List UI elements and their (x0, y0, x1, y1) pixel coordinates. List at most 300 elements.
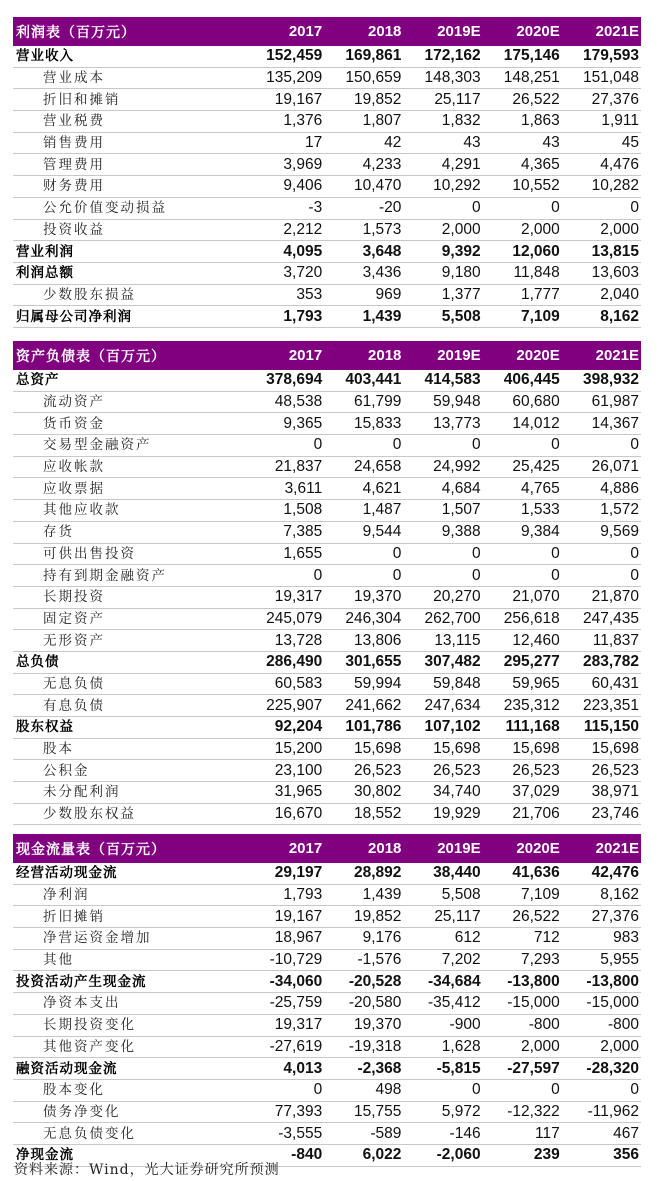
cell-value: 19,370 (324, 1014, 403, 1036)
cell-value: 1,911 (562, 111, 641, 133)
cell-value: 1,487 (324, 500, 403, 522)
cell-value: 301,655 (324, 651, 403, 673)
cell-value: 0 (483, 197, 562, 219)
cell-value: 7,109 (483, 306, 562, 328)
table-row (13, 132, 641, 154)
column-header-2021e: 2021E (562, 341, 641, 370)
cell-value: 19,317 (245, 1014, 324, 1036)
cell-value: 256,618 (483, 608, 562, 630)
cell-value: 16,670 (245, 803, 324, 825)
column-header-2019e: 2019E (403, 834, 482, 863)
cell-value: 2,000 (483, 1036, 562, 1058)
cell-value: 0 (562, 197, 641, 219)
cell-value: 111,168 (483, 717, 562, 739)
table-row (13, 928, 641, 950)
table-row (13, 500, 641, 522)
cell-value: 10,470 (324, 176, 403, 198)
cell-value: 26,523 (483, 760, 562, 782)
table-row (13, 370, 641, 391)
cell-value: 406,445 (483, 370, 562, 391)
table-row (13, 543, 641, 565)
cell-value: 42,476 (562, 863, 641, 884)
cell-value: -800 (562, 1014, 641, 1036)
cell-value: 25,425 (483, 456, 562, 478)
cell-value: 13,773 (403, 413, 482, 435)
table-header-row (13, 834, 641, 863)
cell-value: -1,576 (324, 949, 403, 971)
cell-value: 13,815 (562, 241, 641, 263)
table-row (13, 521, 641, 543)
cell-value: 9,392 (403, 241, 482, 263)
cell-value: 712 (483, 928, 562, 950)
cell-value: 241,662 (324, 695, 403, 717)
table-row (13, 738, 641, 760)
cell-value: -11,962 (562, 1101, 641, 1123)
cell-value: 19,167 (245, 906, 324, 928)
column-header-2020e: 2020E (483, 341, 562, 370)
cell-value: 353 (245, 284, 324, 306)
cell-value: 0 (483, 543, 562, 565)
cell-value: 60,583 (245, 673, 324, 695)
cell-value: 1,655 (245, 543, 324, 565)
cell-value: -146 (403, 1123, 482, 1145)
cell-value: 26,071 (562, 456, 641, 478)
table-row (13, 111, 641, 133)
cell-value: 0 (403, 197, 482, 219)
cell-value: 41,636 (483, 863, 562, 884)
cell-value: 42 (324, 132, 403, 154)
cell-value: 19,370 (324, 586, 403, 608)
cell-value: 8,162 (562, 884, 641, 906)
cell-value: 60,431 (562, 673, 641, 695)
cell-value: 1,863 (483, 111, 562, 133)
cell-value: 48,538 (245, 391, 324, 413)
cell-value: 26,523 (562, 760, 641, 782)
cell-value: 19,929 (403, 803, 482, 825)
cell-value: 9,180 (403, 262, 482, 284)
table-title: 现金流量表（百万元） (13, 834, 245, 863)
cell-value: 283,782 (562, 651, 641, 673)
table-row (13, 993, 641, 1015)
cell-value: -900 (403, 1014, 482, 1036)
cell-value: 14,367 (562, 413, 641, 435)
cell-value: 1,439 (324, 884, 403, 906)
row-label: 其他 (13, 949, 245, 971)
cell-value: 43 (483, 132, 562, 154)
cell-value: 6,022 (324, 1144, 403, 1166)
cell-value: 286,490 (245, 651, 324, 673)
cell-value: 37,029 (483, 782, 562, 804)
row-label: 利润总额 (13, 262, 245, 284)
cell-value: 0 (483, 565, 562, 587)
cell-value: 2,000 (562, 219, 641, 241)
cell-value: 26,522 (483, 89, 562, 111)
cell-value: 21,870 (562, 586, 641, 608)
row-label: 营业成本 (13, 67, 245, 89)
cell-value: 295,277 (483, 651, 562, 673)
cell-value: 24,992 (403, 456, 482, 478)
cell-value: 15,200 (245, 738, 324, 760)
column-header-2017: 2017 (245, 341, 324, 370)
row-label: 销售费用 (13, 132, 245, 154)
row-label: 营业税费 (13, 111, 245, 133)
cell-value: 2,040 (562, 284, 641, 306)
row-label: 债务净变化 (13, 1101, 245, 1123)
cell-value: 1,573 (324, 219, 403, 241)
column-header-2019e: 2019E (403, 341, 482, 370)
cell-value: -13,800 (562, 971, 641, 993)
cell-value: 1,793 (245, 884, 324, 906)
table-row (13, 695, 641, 717)
table-row (13, 46, 641, 67)
row-label: 未分配利润 (13, 782, 245, 804)
cell-value: 23,746 (562, 803, 641, 825)
table-row (13, 262, 641, 284)
cell-value: 18,552 (324, 803, 403, 825)
cell-value: 0 (403, 1079, 482, 1101)
row-label: 净现金流 (13, 1144, 245, 1166)
table-header-row (13, 17, 641, 46)
cell-value: 0 (245, 1079, 324, 1101)
cell-value: 45 (562, 132, 641, 154)
cell-value: 26,523 (403, 760, 482, 782)
cell-value: 4,013 (245, 1058, 324, 1080)
cell-value: 3,969 (245, 154, 324, 176)
column-header-2018: 2018 (324, 341, 403, 370)
cell-value: 59,948 (403, 391, 482, 413)
cell-value: -25,759 (245, 993, 324, 1015)
cell-value: 0 (245, 435, 324, 457)
table-row (13, 1101, 641, 1123)
column-header-2018: 2018 (324, 17, 403, 46)
cell-value: 172,162 (403, 46, 482, 67)
cell-value: 77,393 (245, 1101, 324, 1123)
row-label: 股本 (13, 738, 245, 760)
row-label: 应收票据 (13, 478, 245, 500)
cell-value: 11,837 (562, 630, 641, 652)
column-header-2017: 2017 (245, 834, 324, 863)
table-row (13, 717, 641, 739)
row-label: 其他资产变化 (13, 1036, 245, 1058)
cash-flow-section (13, 834, 641, 1167)
row-label: 折旧和摊销 (13, 89, 245, 111)
cell-value: 18,967 (245, 928, 324, 950)
cell-value: 59,848 (403, 673, 482, 695)
cell-value: 5,955 (562, 949, 641, 971)
row-label: 固定资产 (13, 608, 245, 630)
cell-value: 14,012 (483, 413, 562, 435)
cell-value: 4,765 (483, 478, 562, 500)
table-row (13, 949, 641, 971)
cell-value: 356 (562, 1144, 641, 1166)
cell-value: 0 (324, 565, 403, 587)
row-label: 归属母公司净利润 (13, 306, 245, 328)
cell-value: 8,162 (562, 306, 641, 328)
cell-value: 0 (403, 565, 482, 587)
cell-value: 152,459 (245, 46, 324, 67)
cell-value: 0 (245, 565, 324, 587)
row-label: 长期投资 (13, 586, 245, 608)
cell-value: 21,706 (483, 803, 562, 825)
cell-value: 1,507 (403, 500, 482, 522)
cell-value: 9,544 (324, 521, 403, 543)
cell-value: 19,167 (245, 89, 324, 111)
cell-value: 4,684 (403, 478, 482, 500)
row-label: 折旧摊销 (13, 906, 245, 928)
row-label: 净利润 (13, 884, 245, 906)
cell-value: 19,852 (324, 89, 403, 111)
row-label: 流动资产 (13, 391, 245, 413)
cell-value: 10,292 (403, 176, 482, 198)
cell-value: 27,376 (562, 906, 641, 928)
cell-value: 9,384 (483, 521, 562, 543)
cell-value: 20,270 (403, 586, 482, 608)
cell-value: 135,209 (245, 67, 324, 89)
table-row (13, 154, 641, 176)
table-row (13, 435, 641, 457)
cell-value: 414,583 (403, 370, 482, 391)
cell-value: -34,684 (403, 971, 482, 993)
cell-value: 0 (403, 435, 482, 457)
cell-value: 7,109 (483, 884, 562, 906)
table-row (13, 608, 641, 630)
cell-value: 4,233 (324, 154, 403, 176)
cell-value: 150,659 (324, 67, 403, 89)
cell-value: 4,476 (562, 154, 641, 176)
table-row (13, 176, 641, 198)
cell-value: -28,320 (562, 1058, 641, 1080)
cell-value: 1,439 (324, 306, 403, 328)
row-label: 公允价值变动损益 (13, 197, 245, 219)
cell-value: -20,580 (324, 993, 403, 1015)
cell-value: 17 (245, 132, 324, 154)
cell-value: 31,965 (245, 782, 324, 804)
cell-value: 612 (403, 928, 482, 950)
table-row (13, 630, 641, 652)
cell-value: 34,740 (403, 782, 482, 804)
cell-value: 27,376 (562, 89, 641, 111)
cell-value: -589 (324, 1123, 403, 1145)
table-row (13, 863, 641, 884)
row-label: 其他应收款 (13, 500, 245, 522)
column-header-2021e: 2021E (562, 17, 641, 46)
row-label: 应收帐款 (13, 456, 245, 478)
row-label: 经营活动现金流 (13, 863, 245, 884)
balance-sheet-table (13, 341, 641, 825)
cell-value: -800 (483, 1014, 562, 1036)
cell-value: 403,441 (324, 370, 403, 391)
cell-value: 28,892 (324, 863, 403, 884)
table-row (13, 306, 641, 328)
column-header-2019e: 2019E (403, 17, 482, 46)
table-row (13, 565, 641, 587)
cell-value: 107,102 (403, 717, 482, 739)
column-header-2020e: 2020E (483, 834, 562, 863)
cell-value: -20 (324, 197, 403, 219)
cell-value: 1,807 (324, 111, 403, 133)
cell-value: 498 (324, 1079, 403, 1101)
cell-value: 0 (403, 543, 482, 565)
cell-value: 0 (324, 435, 403, 457)
cell-value: 13,115 (403, 630, 482, 652)
cell-value: -35,412 (403, 993, 482, 1015)
table-row (13, 89, 641, 111)
cell-value: 61,799 (324, 391, 403, 413)
cell-value: 101,786 (324, 717, 403, 739)
cell-value: 262,700 (403, 608, 482, 630)
table-title: 资产负债表（百万元） (13, 341, 245, 370)
cash-flow-table (13, 834, 641, 1167)
cell-value: 9,388 (403, 521, 482, 543)
row-label: 营业利润 (13, 241, 245, 263)
cell-value: 15,698 (324, 738, 403, 760)
cell-value: 175,146 (483, 46, 562, 67)
table-row (13, 971, 641, 993)
cell-value: 61,987 (562, 391, 641, 413)
row-label: 存货 (13, 521, 245, 543)
source-note: 资料来源：Wind，光大证券研究所预测 (14, 1162, 280, 1178)
cell-value: 13,806 (324, 630, 403, 652)
cell-value: 11,848 (483, 262, 562, 284)
cell-value: 1,376 (245, 111, 324, 133)
cell-value: 398,932 (562, 370, 641, 391)
table-row (13, 760, 641, 782)
cell-value: -20,528 (324, 971, 403, 993)
cell-value: 15,755 (324, 1101, 403, 1123)
cell-value: 3,436 (324, 262, 403, 284)
cell-value: 148,251 (483, 67, 562, 89)
cell-value: 1,628 (403, 1036, 482, 1058)
cell-value: 12,460 (483, 630, 562, 652)
cell-value: 59,965 (483, 673, 562, 695)
cell-value: -10,729 (245, 949, 324, 971)
row-label: 少数股东权益 (13, 803, 245, 825)
row-label: 总负债 (13, 651, 245, 673)
row-label: 交易型金融资产 (13, 435, 245, 457)
row-label: 投资收益 (13, 219, 245, 241)
cell-value: 969 (324, 284, 403, 306)
row-label: 融资活动现金流 (13, 1058, 245, 1080)
cell-value: 1,572 (562, 500, 641, 522)
row-label: 无息负债变化 (13, 1123, 245, 1145)
cell-value: 2,000 (483, 219, 562, 241)
cell-value: 0 (562, 565, 641, 587)
cell-value: 43 (403, 132, 482, 154)
cell-value: 19,317 (245, 586, 324, 608)
cell-value: -13,800 (483, 971, 562, 993)
cell-value: 30,802 (324, 782, 403, 804)
cell-value: 0 (483, 1079, 562, 1101)
cell-value: 0 (562, 435, 641, 457)
cell-value: -5,815 (403, 1058, 482, 1080)
cell-value: 9,569 (562, 521, 641, 543)
cell-value: 19,852 (324, 906, 403, 928)
row-label: 持有到期金融资产 (13, 565, 245, 587)
income-statement-section (13, 17, 641, 328)
cell-value: 2,000 (403, 219, 482, 241)
cell-value: 3,648 (324, 241, 403, 263)
row-label: 财务费用 (13, 176, 245, 198)
column-header-2018: 2018 (324, 834, 403, 863)
cell-value: 7,293 (483, 949, 562, 971)
cell-value: 1,377 (403, 284, 482, 306)
cell-value: 7,385 (245, 521, 324, 543)
column-header-2017: 2017 (245, 17, 324, 46)
table-row (13, 67, 641, 89)
table-row (13, 1079, 641, 1101)
cell-value: 5,508 (403, 306, 482, 328)
cell-value: -15,000 (562, 993, 641, 1015)
cell-value: 115,150 (562, 717, 641, 739)
table-row (13, 651, 641, 673)
cell-value: 1,533 (483, 500, 562, 522)
cell-value: 0 (483, 435, 562, 457)
table-title: 利润表（百万元） (13, 17, 245, 46)
column-header-2020e: 2020E (483, 17, 562, 46)
cell-value: 467 (562, 1123, 641, 1145)
cell-value: 7,202 (403, 949, 482, 971)
table-row (13, 1058, 641, 1080)
cell-value: 223,351 (562, 695, 641, 717)
row-label: 净资本支出 (13, 993, 245, 1015)
row-label: 货币资金 (13, 413, 245, 435)
cell-value: 245,079 (245, 608, 324, 630)
cell-value: -15,000 (483, 993, 562, 1015)
cell-value: 4,291 (403, 154, 482, 176)
row-label: 公积金 (13, 760, 245, 782)
cell-value: 10,282 (562, 176, 641, 198)
cell-value: 235,312 (483, 695, 562, 717)
cell-value: -34,060 (245, 971, 324, 993)
row-label: 少数股东损益 (13, 284, 245, 306)
cell-value: 15,698 (403, 738, 482, 760)
cell-value: 247,435 (562, 608, 641, 630)
column-header-2021e: 2021E (562, 834, 641, 863)
cell-value: -2,060 (403, 1144, 482, 1166)
row-label: 长期投资变化 (13, 1014, 245, 1036)
cell-value: 307,482 (403, 651, 482, 673)
cell-value: 2,212 (245, 219, 324, 241)
cell-value: 3,611 (245, 478, 324, 500)
cell-value: 10,552 (483, 176, 562, 198)
cell-value: 0 (562, 1079, 641, 1101)
cell-value: -12,322 (483, 1101, 562, 1123)
cell-value: 239 (483, 1144, 562, 1166)
table-row (13, 456, 641, 478)
cell-value: 59,994 (324, 673, 403, 695)
cell-value: 38,440 (403, 863, 482, 884)
cell-value: 247,634 (403, 695, 482, 717)
cell-value: 26,522 (483, 906, 562, 928)
table-row (13, 884, 641, 906)
cell-value: 15,833 (324, 413, 403, 435)
cell-value: 1,777 (483, 284, 562, 306)
table-row (13, 673, 641, 695)
cell-value: 983 (562, 928, 641, 950)
cell-value: 0 (562, 543, 641, 565)
cell-value: 1,832 (403, 111, 482, 133)
row-label: 股东权益 (13, 717, 245, 739)
cell-value: 38,971 (562, 782, 641, 804)
cell-value: 21,837 (245, 456, 324, 478)
cell-value: 1,508 (245, 500, 324, 522)
cell-value: 225,907 (245, 695, 324, 717)
cell-value: 117 (483, 1123, 562, 1145)
cell-value: 9,176 (324, 928, 403, 950)
row-label: 无息负债 (13, 673, 245, 695)
row-label: 股本变化 (13, 1079, 245, 1101)
cell-value: 1,793 (245, 306, 324, 328)
